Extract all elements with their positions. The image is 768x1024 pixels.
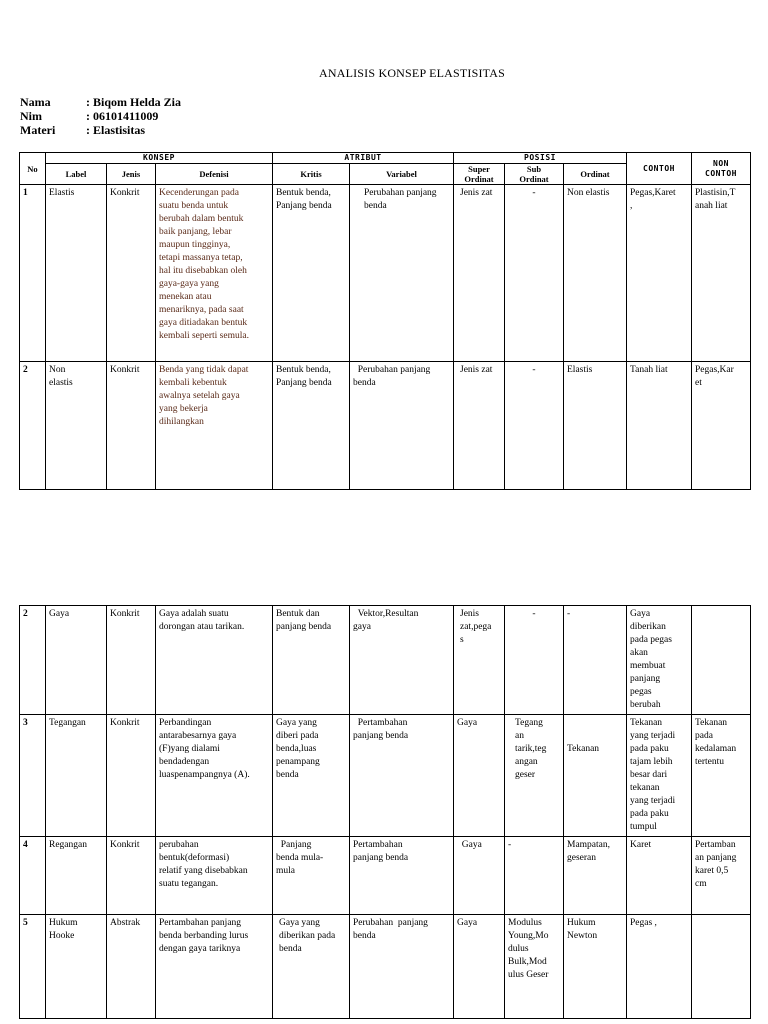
meta-key: Nama	[20, 95, 51, 109]
non-label: NON	[713, 158, 729, 168]
sub-label: Sub	[526, 164, 542, 174]
cell-sub-ordinat: Tegang an tarik,teg angan geser	[505, 715, 564, 837]
document-title: ANALISIS KONSEP ELASTISITAS	[318, 66, 505, 80]
cell-jenis: Konkrit	[107, 362, 156, 490]
cell-kritis: Bentuk benda, Panjang benda	[273, 185, 350, 362]
col-sub-ordinat	[505, 164, 564, 185]
cell-variabel: Vektor,Resultan gaya	[350, 606, 454, 715]
cell-non-contoh	[692, 606, 751, 715]
meta-materi-row	[20, 123, 145, 137]
col-jenis: Jenis	[107, 164, 156, 185]
cell-kritis: Gaya yang diberikan pada benda	[273, 915, 350, 1019]
cell-defenisi: perubahan bentuk(deformasi) relatif yang disebabkan suatu tegangan.	[156, 837, 273, 915]
cell-kritis: Gaya yang diberi pada benda,luas penampang benda	[273, 715, 350, 837]
cell-non-contoh: Plastisin,T anah liat	[692, 185, 751, 362]
col-kritis: Kritis	[273, 164, 350, 185]
cell-super-ordinat: Jenis zat	[454, 362, 505, 490]
cell-sub-ordinat: Modulus Young,Mo dulus Bulk,Mod ulus Geser	[505, 915, 564, 1019]
cell-super-ordinat: Jenis zat,pega s	[454, 606, 505, 715]
cell-ordinat: Tekanan	[564, 715, 627, 837]
cell-sub-ordinat: -	[505, 362, 564, 490]
table-row	[20, 185, 751, 362]
cell-kritis: Bentuk dan panjang benda	[273, 606, 350, 715]
cell-jenis: Konkrit	[107, 837, 156, 915]
cell-variabel: Pertambahan panjang benda	[350, 837, 454, 915]
table-row	[20, 362, 751, 490]
meta-value: : Elastisitas	[86, 123, 146, 137]
cell-defenisi: Gaya adalah suatu dorongan atau tarikan.	[156, 606, 273, 715]
cell-contoh: Tanah liat	[627, 362, 692, 490]
col-atribut: ATRIBUT	[273, 153, 454, 164]
col-super-ordinat	[454, 164, 505, 185]
cell-sub-ordinat: -	[505, 185, 564, 362]
cell-ordinat: -	[564, 606, 627, 715]
cell-contoh: Tekanan yang terjadi pada paku tajam lebih besar dari tekanan yang terjadi pada paku tumpul	[627, 715, 692, 837]
cell-label: Elastis	[46, 185, 107, 362]
cell-defenisi: Benda yang tidak dapat kembali kebentuk awalnya setelah gaya yang bekerja dihilangkan	[156, 362, 273, 490]
cell-kritis: Bentuk benda, Panjang benda	[273, 362, 350, 490]
cell-label: Non elastis	[46, 362, 107, 490]
cell-ordinat: Mampatan, geseran	[564, 837, 627, 915]
cell-kritis: Panjang benda mula- mula	[273, 837, 350, 915]
meta-value: : Biqom Helda Zia	[86, 95, 182, 109]
contoh-label: CONTOH	[705, 168, 737, 178]
cell-jenis: Konkrit	[107, 715, 156, 837]
col-posisi: POSISI	[454, 153, 627, 164]
meta-value: : 06101411009	[86, 109, 159, 123]
col-no: No	[20, 153, 46, 185]
col-label: Label	[46, 164, 107, 185]
cell-no: 2	[20, 606, 46, 715]
cell-super-ordinat: Gaya	[454, 915, 505, 1019]
cell-variabel: Perubahan panjang benda	[350, 915, 454, 1019]
cell-super-ordinat: Jenis zat	[454, 185, 505, 362]
super-label: Super	[468, 164, 490, 174]
cell-non-contoh	[692, 915, 751, 1019]
cell-label: Tegangan	[46, 715, 107, 837]
table-row	[20, 715, 751, 837]
cell-ordinat: Hukum Newton	[564, 915, 627, 1019]
cell-no: 4	[20, 837, 46, 915]
cell-super-ordinat: Gaya	[454, 837, 505, 915]
cell-ordinat: Non elastis	[564, 185, 627, 362]
cell-defenisi: Kecenderungan pada suatu benda untuk berubah dalam bentuk baik panjang, lebar maupun tingginya, tetapi massanya tetap, hal itu disebabkan oleh gaya-gaya yang menekan atau menariknya, pada saat gaya ditiadakan bentuk kembali seperti semula.	[156, 185, 273, 362]
cell-non-contoh: Tekanan pada kedalaman tertentu	[692, 715, 751, 837]
cell-no: 2	[20, 362, 46, 490]
col-variabel: Variabel	[350, 164, 454, 185]
meta-name-row	[20, 95, 181, 109]
cell-jenis: Abstrak	[107, 915, 156, 1019]
cell-variabel: Pertambahan panjang benda	[350, 715, 454, 837]
cell-variabel: Perubahan panjang benda	[350, 185, 454, 362]
cell-super-ordinat: Gaya	[454, 715, 505, 837]
cell-sub-ordinat: -	[505, 606, 564, 715]
cell-contoh: Karet	[627, 837, 692, 915]
cell-contoh: Pegas,Karet ,	[627, 185, 692, 362]
meta-nim-row	[20, 109, 158, 123]
concept-table-1	[19, 152, 751, 490]
concept-table-2	[19, 605, 751, 1019]
cell-jenis: Konkrit	[107, 606, 156, 715]
cell-defenisi: Perbandingan antarabesarnya gaya (F)yang dialami bendadengan luaspenampangnya (A).	[156, 715, 273, 837]
col-contoh: CONTOH	[627, 153, 692, 185]
cell-contoh: Gaya diberikan pada pegas akan membuat panjang pegas berubah	[627, 606, 692, 715]
cell-label: Hukum Hooke	[46, 915, 107, 1019]
table-row	[20, 915, 751, 1019]
table-row	[20, 606, 751, 715]
ordinat-label: Ordinat	[464, 174, 494, 184]
cell-defenisi: Pertambahan panjang benda berbanding lurus dengan gaya tariknya	[156, 915, 273, 1019]
cell-ordinat: Elastis	[564, 362, 627, 490]
cell-label: Regangan	[46, 837, 107, 915]
col-ordinat: Ordinat	[564, 164, 627, 185]
cell-sub-ordinat: -	[505, 837, 564, 915]
col-defenisi: Defenisi	[156, 164, 273, 185]
cell-label: Gaya	[46, 606, 107, 715]
cell-variabel: Perubahan panjang benda	[350, 362, 454, 490]
col-konsep: KONSEP	[46, 153, 273, 164]
cell-no: 1	[20, 185, 46, 362]
table-row	[20, 837, 751, 915]
col-non-contoh	[692, 153, 751, 185]
header-row-top	[20, 153, 751, 164]
ordinat-label: Ordinat	[519, 174, 549, 184]
cell-no: 5	[20, 915, 46, 1019]
meta-key: Nim	[20, 109, 42, 123]
cell-contoh: Pegas ,	[627, 915, 692, 1019]
meta-key: Materi	[20, 123, 56, 137]
cell-no: 3	[20, 715, 46, 837]
cell-jenis: Konkrit	[107, 185, 156, 362]
cell-non-contoh: Pertamban an panjang karet 0,5 cm	[692, 837, 751, 915]
cell-non-contoh: Pegas,Kar et	[692, 362, 751, 490]
